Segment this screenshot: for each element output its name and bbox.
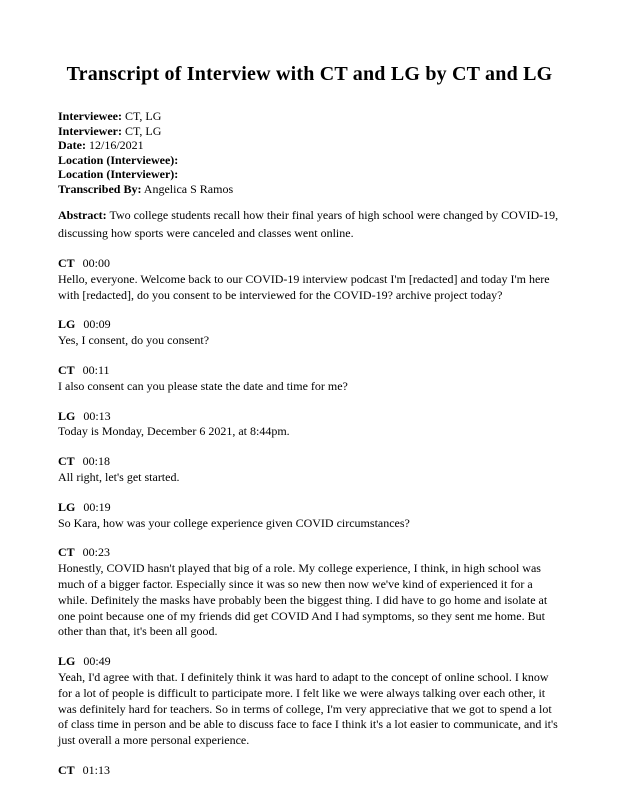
metadata-line-location-interviewer	[58, 167, 561, 182]
metadata-line-interviewer	[58, 124, 561, 139]
turn-header	[58, 317, 561, 333]
timestamp: 00:49	[83, 654, 111, 669]
metadata-label: Date:	[58, 138, 86, 152]
speaker-turn	[58, 256, 561, 303]
speaker-label: CT	[58, 545, 75, 560]
turn-text: Hello, everyone. Welcome back to our COVID-19 interview podcast I'm [redacted] and today I'm here with [redacted], do you consent to be interviewed for the COVID-19? archive project today?	[58, 271, 550, 302]
speaker-turn	[58, 763, 561, 779]
timestamp: 01:13	[82, 762, 111, 777]
turn-header	[58, 363, 561, 379]
document-title: Transcript of Interview with CT and LG by CT and LG	[66, 63, 553, 85]
speaker-turn	[58, 654, 561, 749]
metadata-label: Location (Interviewer):	[58, 167, 179, 181]
timestamp: 00:13	[83, 408, 111, 423]
timestamp: 00:23	[82, 545, 111, 560]
metadata-line-transcribed-by	[58, 182, 561, 197]
speaker-label: CT	[58, 362, 75, 377]
speaker-turn	[58, 317, 561, 349]
speaker-label: LG	[58, 654, 76, 669]
metadata-value: CT, LG	[124, 109, 162, 123]
speaker-turn	[58, 454, 561, 486]
speaker-label: CT	[58, 454, 75, 469]
metadata-value: Angelica S Ramos	[143, 181, 234, 196]
metadata-label: Transcribed By:	[58, 181, 142, 196]
abstract-paragraph	[58, 206, 561, 242]
metadata-label: Interviewee:	[58, 109, 122, 123]
turn-header	[58, 763, 561, 779]
speaker-turn	[58, 500, 561, 532]
turn-header	[58, 409, 561, 425]
metadata-label: Location (Interviewee):	[58, 152, 179, 167]
turn-header	[58, 500, 561, 516]
transcript	[58, 256, 561, 779]
speaker-label: LG	[58, 408, 76, 423]
turn-text: I also consent can you please state the date and time for me?	[58, 378, 348, 393]
speaker-label: CT	[58, 762, 75, 777]
metadata-value: CT, LG	[124, 123, 162, 138]
abstract-label: Abstract:	[58, 208, 107, 222]
metadata-block	[58, 109, 561, 196]
timestamp: 00:18	[82, 454, 111, 469]
metadata-line-interviewee	[58, 109, 561, 124]
speaker-label: LG	[58, 317, 76, 332]
speaker-turn	[58, 545, 561, 640]
abstract-text: Two college students recall how their final years of high school were changed by COVID-19, discussing how sports were canceled and classes went online.	[58, 208, 559, 240]
turn-text: Yeah, I'd agree with that. I definitely think it was hard to adapt to the concept of online school. I know for a lot of people is difficult to participate more. I felt like we were always talking over each other, it was definitely hard for teachers. So in terms of college, I'm very appreciative that we got to spend a lot of class time in person and be able to discuss face to face I think it's a lot easier to communicate, and it's just overall a more personal experience.	[58, 669, 558, 748]
turn-header	[58, 256, 561, 272]
turn-text: Today is Monday, December 6 2021, at 8:44pm.	[58, 424, 290, 439]
turn-text: So Kara, how was your college experience given COVID circumstances?	[58, 515, 410, 530]
timestamp: 00:11	[82, 362, 110, 377]
speaker-turn	[58, 409, 561, 441]
metadata-line-location-interviewee	[58, 153, 561, 168]
timestamp: 00:09	[83, 317, 111, 332]
speaker-turn	[58, 363, 561, 395]
turn-header	[58, 545, 561, 561]
speaker-label: CT	[58, 256, 75, 270]
timestamp: 00:19	[83, 499, 111, 514]
speaker-label: LG	[58, 499, 76, 514]
turn-header	[58, 654, 561, 670]
metadata-line-date	[58, 138, 561, 153]
turn-text: Yes, I consent, do you consent?	[58, 333, 210, 348]
turn-header	[58, 454, 561, 470]
turn-text: Honestly, COVID hasn't played that big of a role. My college experience, I think, in high school was much of a bigger factor. Especially since it was so new then now we've kind of experienced it for a while. Definitely the masks have probably been the biggest thing. I did have to go home and isolate at one point because one of my friends did get COVID And I had symptoms, so they sent me home. But other than that, it's been all good.	[58, 561, 548, 639]
turn-text: All right, let's get started.	[58, 469, 180, 484]
metadata-value: 12/16/2021	[88, 138, 144, 152]
timestamp: 00:00	[82, 256, 111, 270]
metadata-label: Interviewer:	[58, 123, 122, 138]
